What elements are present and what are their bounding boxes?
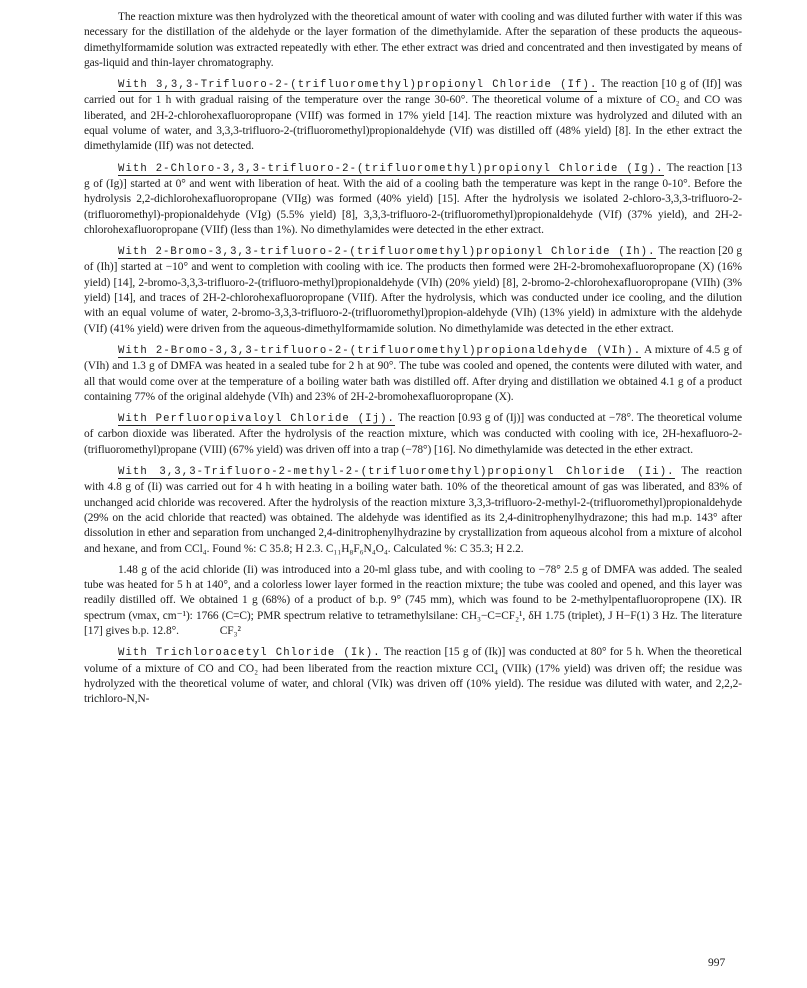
- section-body-ij: The reaction [0.93 g of (Ij)] was conducted at −78°. The theoretical volume of carbon dioxide was liberated. After the hydrolysis of the reaction mixture, which was conducted with cooling with ice, 2H-hexafluoro-2-(trifluoromethyl)propane (VIII) (67% yield) was driven off into a trap (−78°) [16]. No dimethylamide was detected in the ether extract.: [84, 412, 742, 456]
- section-body-ig: The reaction [13 g of (Ig)] started at 0° and went with liberation of heat. With the aid of a cooling bath the temperature was kept in the range 0-10°. Before the hydrolysis 2,2-dichlorohexafluoropropane (VIIg) was formed (40% yield) [15]. After the hydrolysis we isolated 2-chloro-3,3,3-trifluoro-2-(trifluoromethyl)-propionaldehyde (VIg) (5.5% yield) [8], 3,3,3-trifluoro-2-(trifluoromethyl)propionaldehyde (VIf) (37% yield), and 2H-2-chlorohexafluoropropane (VIIf) (less than 1%). No dimethylamides were detected in the ether extract.: [84, 161, 742, 236]
- section-ii: [84, 464, 742, 557]
- paragraph-acid-chloride-ii: [84, 563, 742, 639]
- section-ih: [84, 244, 742, 337]
- section-heading-ij: With Perfluoropivaloyl Chloride (Ij).: [118, 413, 395, 426]
- section-heading-if: With 3,3,3-Trifluoro-2-(trifluoromethyl)propionyl Chloride (If).: [118, 79, 598, 92]
- section-body-ih: The reaction [20 g of (Ih)] started at −10° and went to completion with cooling with ice. The products then formed were 2H-2-bromohexafluoropropane (X) (16% yield) [14], 2-bromo-3,3,3-trifluoro-2-(trifluoro-methyl)propionaldehyde (VIh) (20% yield) [8], 2-bromo-2-chlorohexafluoropropane (VIIh) (3% yield) [14], and traces of 2H-2-chlorohexafluoropropane (VIIf). After the hydrolysis, which was conducted under ice cooling, and the dilution with an equal volume of water, 2-bromo-3,3,3-trifluoro-2-(trifluoromethyl)propion-aldehyde (VIh) (13% yield) in admixture with the aldehyde (VIf) (41% yield) were driven from the aqueous-dimethylformamide solution. No dimethylamide was detected in the ether extract.: [84, 245, 742, 335]
- page-number: 997: [708, 957, 726, 969]
- pmr-formula-substituent: CF₃²: [219, 624, 241, 637]
- section-ij: [84, 411, 742, 458]
- section-body-ii: The reaction with 4.8 g of (Ii) was carried out for 4 h with heating in a boiling water bath. 10% of the theoretical amount of gas was liberated, and 83% of unchanged acid chloride was recovered. After the hydrolysis of the reaction mixture 3,3,3-trifluoro-2-methyl-2-(trifluoromethyl)propionaldehyde (29% on the acid chloride that reacted) was obtained. The aldehyde was identified as its 2,4-dinitrophenylhydrazone; this had m.p. 143° after dissolution in ether and separation from unchanged 2,4-dinitrophenylhydrazine by crystallization from aqueous alcohol from a mixture of alcohol and hexane, and from CCl₄. Found %: C 35.8; H 2.3. C₁₁H₈F₆N₄O₄. Calculated %: C 35.3; H 2.2.: [84, 465, 742, 555]
- section-heading-ii: With 3,3,3-Trifluoro-2-methyl-2-(trifluoromethyl)propionyl Chloride (Ii).: [118, 466, 675, 479]
- section-heading-ig: With 2-Chloro-3,3,3-trifluoro-2-(trifluoromethyl)propionyl Chloride (Ig).: [118, 162, 664, 175]
- section-body-ik: The reaction [15 g of (Ik)] was conducted at 80° for 5 h. When the theoretical volume of a mixture of CO and CO₂ had been liberated from the reaction mixture CCl₄ (VIIk) (17% yield) was driven off; the residue was hydrolyzed with the theoretical volume of water, and chloral (VIk) was driven off (10% yield). The residue was diluted with water, and 2,2,2-trichloro-N,N-: [84, 646, 742, 706]
- section-ik: [84, 645, 742, 707]
- paragraph-hydrolysis: The reaction mixture was then hydrolyzed with the theoretical amount of water with cooling and was diluted further with water if this was necessary for the distillation of the aldehyde or the layer formation of the dimethylamide. After the separation of these products the aqueous-dimethylformamide solution was extracted repeatedly with ether. The ether extract was dried and concentrated and then investigated by means of gas-liquid and thin-layer chromatography.: [84, 11, 742, 69]
- section-heading-ih: With 2-Bromo-3,3,3-trifluoro-2-(trifluoromethyl)propionyl Chloride (Ih).: [118, 246, 656, 259]
- document-page: [84, 10, 742, 707]
- section-heading-vih: With 2-Bromo-3,3,3-trifluoro-2-(trifluoromethyl)propionaldehyde (VIh).: [118, 344, 642, 357]
- paragraph-acid-chloride-ii-text: 1.48 g of the acid chloride (Ii) was introduced into a 20-ml glass tube, and with cooling to −78° 2.5 g of DMFA was added. The sealed tube was heated for 5 h at 140°, and a colorless lower layer formed in the reaction mixture; the tube was cooled and opened, and this layer was readily distilled off. We obtained 1 g (68%) of a product of b.p. 9° (745 mm), which was found to be 2-methylpentafluoropropene (IX). IR spectrum (νmax, cm⁻¹): 1766 (C=C); PMR spectrum relative to tetramethylsilane: CH₃−C=CF₂¹, δH 1.75 (triplet), J H−F(1) 3 Hz. The literature [17] gives b.p. 12.8°.: [84, 563, 742, 637]
- section-body-vih: A mixture of 4.5 g of (VIh) and 1.3 g of DMFA was heated in a sealed tube for 2 h at 90°. The tube was cooled and opened, the contents were diluted with water, and all that would come over at the temperature of a boiling water bath was distilled off. After drying and distillation we obtained 4.1 g of a product containing 77% of the original aldehyde (VIh) and 23% of 2H-2-bromohexafluoropropane (X).: [84, 343, 742, 403]
- section-body-if: The reaction [10 g of (If)] was carried out for 1 h with gradual raising of the temperature over the range 30-60°. The theoretical volume of a mixture of CO₂ and CO was liberated, and 2H-2-chlorohexafluoropropane (VIIf) was formed in 17% yield [14]. The reaction mixture was hydrolyzed and diluted with an equal volume of water, and 3,3,3-trifluoro-2-(trifluoromethyl)propionaldehyde (VIf) was distilled off (48% yield) [8]. In the ether extract the dimethylamide (IIf) was not detected.: [84, 78, 742, 153]
- section-vih: [84, 343, 742, 405]
- section-ig: [84, 161, 742, 238]
- section-if: [84, 77, 742, 154]
- section-heading-ik: With Trichloroacetyl Chloride (Ik).: [118, 647, 381, 660]
